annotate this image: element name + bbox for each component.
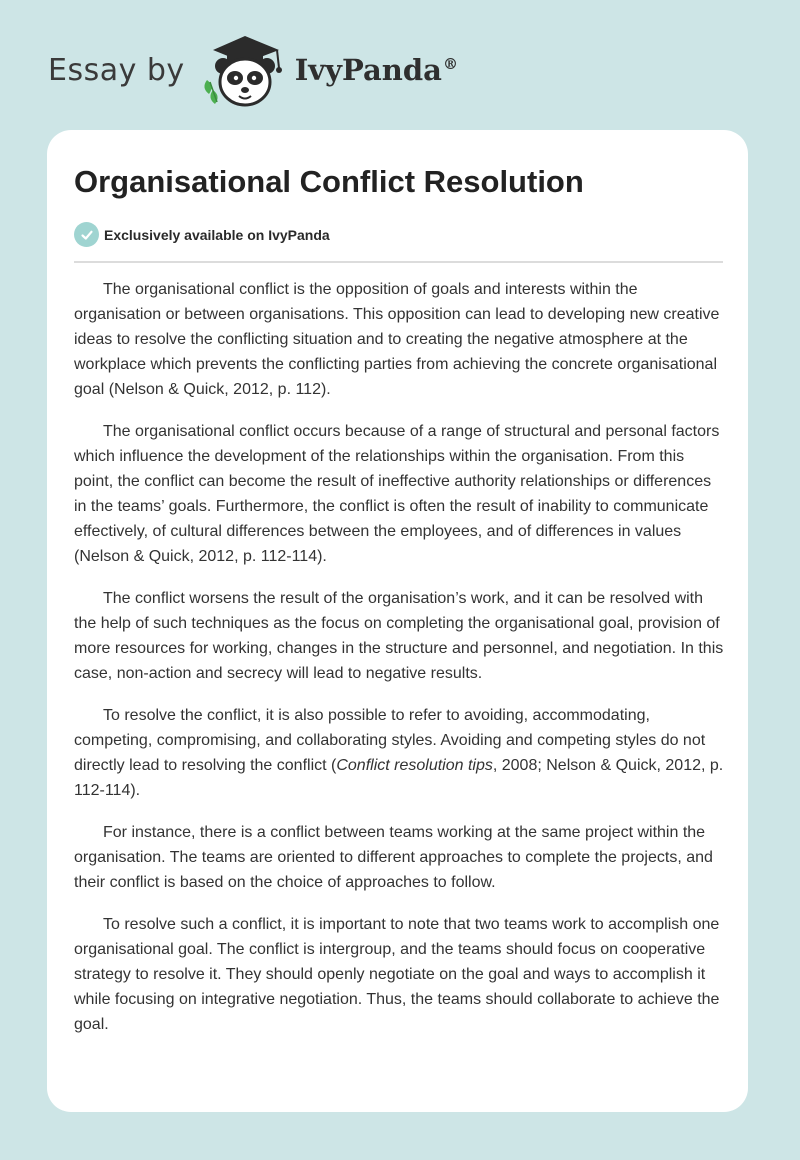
paragraph	[74, 703, 726, 803]
paragraph-text: To resolve the conflict, it is also possible to refer to avoiding, accommodating, competing, compromising, and collaborating styles. Avoiding and competing styles do not directly lead to resolving the conflict (	[74, 707, 706, 774]
paragraph: The organisational conflict occurs because of a range of structural and personal factors which influence the development of the relationships within the organisation. From this point, the conflict can become the result of ineffective authority relationships or differences in the teams’ goals. Furthermore, the conflict is often the result of inability to communicate effectively, of cultural differences between the employees, and of differences in values (Nelson & Quick, 2012, p. 112-114).	[74, 423, 720, 565]
essay-card	[47, 130, 748, 1112]
check-circle-icon	[74, 222, 99, 247]
page-title: Organisational Conflict Resolution	[74, 164, 584, 199]
brand-name: IvyPanda®	[294, 53, 458, 87]
citation-title: Conflict resolution tips	[336, 757, 493, 774]
exclusive-label: Exclusively available on IvyPanda	[104, 226, 330, 243]
paragraph: To resolve such a conflict, it is important to note that two teams work to accomplish one organisational goal. The conflict is intergroup, and the teams should focus on cooperative strategy to resolve it. They should openly negotiate on the goal and ways to accomplish it while focusing on integrative negotiation. Thus, the teams should collaborate to achieve the goal.	[74, 916, 720, 1033]
registered-mark: ®	[442, 55, 458, 74]
panda-graduate-icon	[199, 30, 291, 110]
paragraph: The conflict worsens the result of the organisation’s work, and it can be resolved with the help of such techniques as the focus on completing the organisational goal, provision of more resources for working, changes in the structure and personnel, and negotiation. In this case, non-action and secrecy will lead to negative results.	[74, 590, 724, 682]
paragraph: For instance, there is a conflict between teams working at the same project within the organisation. The teams are oriented to different approaches to complete the projects, and their conflict is based on the choice of approaches to follow.	[74, 824, 713, 891]
brand-header[interactable]	[48, 30, 458, 110]
divider	[74, 261, 723, 263]
paragraph-text: , 2008; Nelson & Quick, 2012, p. 112-114).	[74, 757, 724, 799]
essay-body	[74, 277, 726, 1054]
brand-prefix: Essay by	[48, 52, 185, 88]
exclusive-badge	[74, 222, 330, 247]
paragraph: The organisational conflict is the opposition of goals and interests within the organisation or between organisations. This opposition can lead to developing new creative ideas to resolve the conflicting situation and to creating the negative atmosphere at the workplace which prevents the conflicting parties from achieving the concrete organisational goal (Nelson & Quick, 2012, p. 112).	[74, 281, 720, 398]
